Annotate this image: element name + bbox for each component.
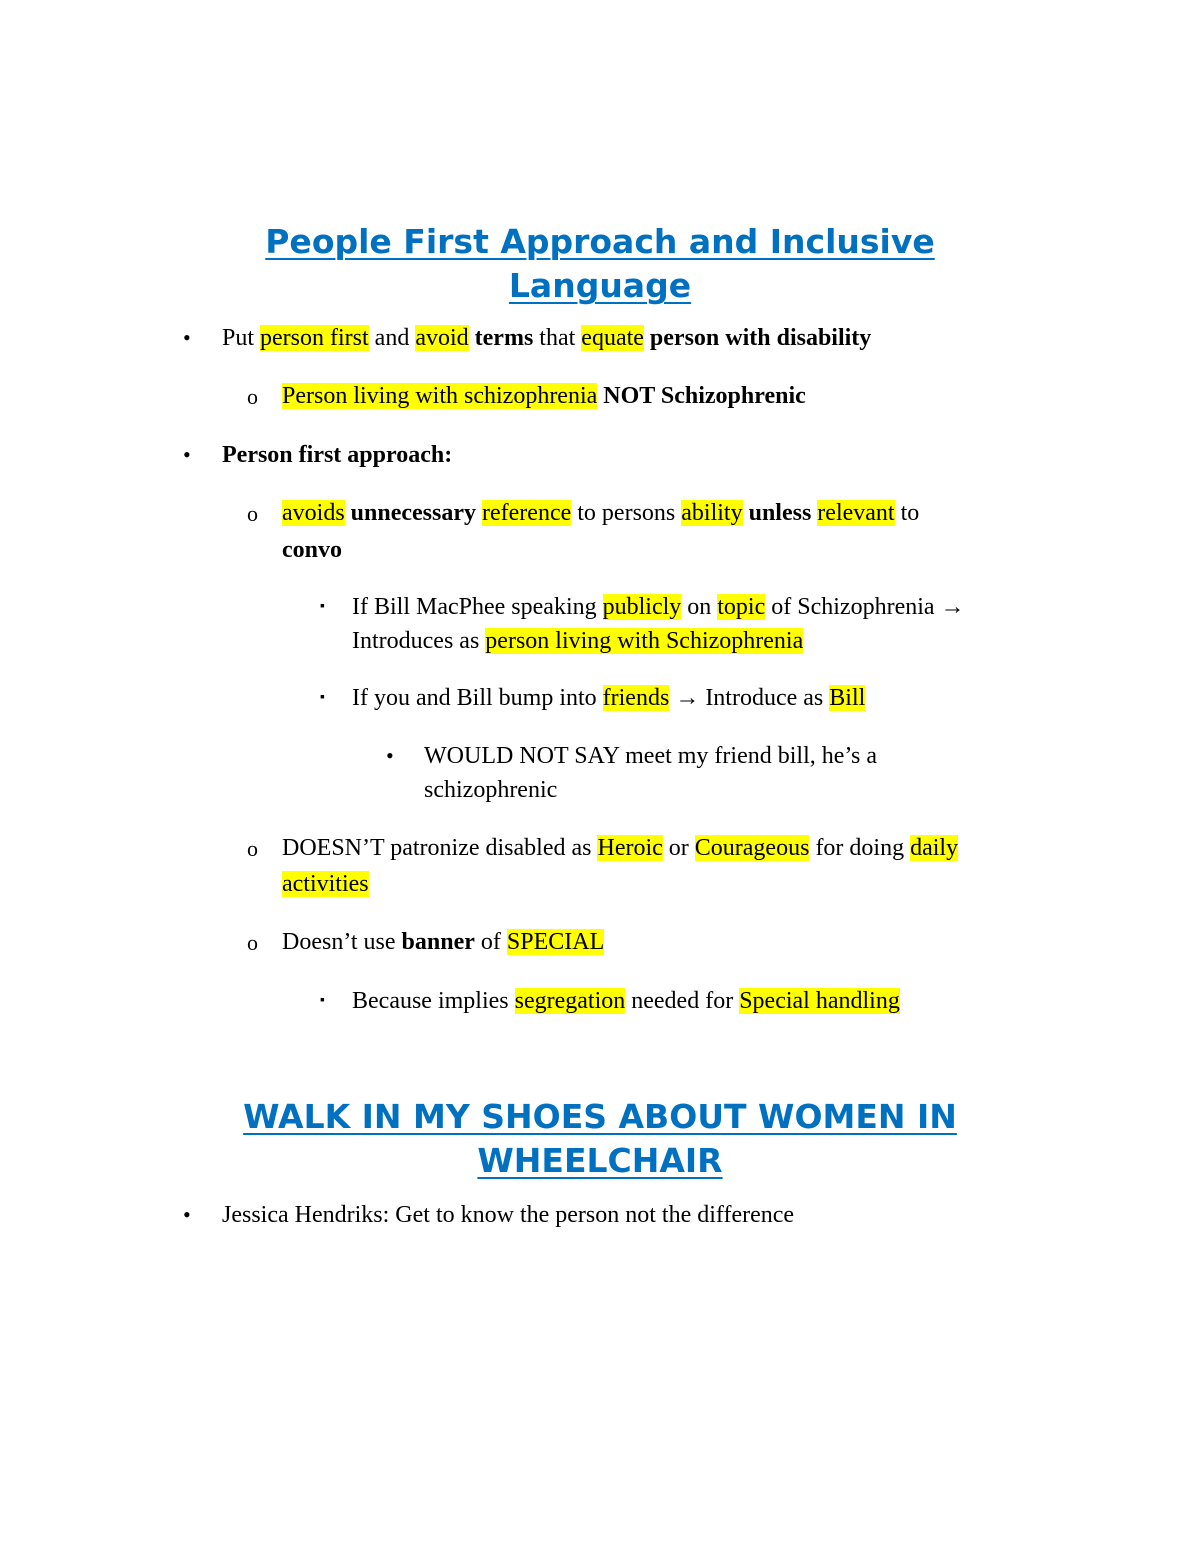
text: DOESN’T patronize disabled as [282,835,598,861]
bullet-circle-icon: o [247,836,258,861]
highlight-text: Person living with schizophrenia [282,383,598,409]
bullet-square-icon: ▪ [320,599,325,614]
section-2-heading-line-2: WHEELCHAIR [477,1141,723,1180]
text: If you and Bill bump into [352,685,603,711]
bold-text: NOT Schizophrenic [597,383,806,409]
section-1-heading [180,220,1020,308]
text: Doesn’t use [282,929,402,955]
text: for doing [809,835,911,861]
highlight-text: person first [260,325,369,351]
bullet-dot-icon: • [386,743,394,768]
highlight-text: SPECIAL [506,929,605,955]
bold-text: unnecessary [344,500,477,526]
text: and [368,325,416,351]
highlight-text: equate [581,325,644,351]
arrow-right-icon: → [940,594,965,620]
highlight-text: Special handling [739,988,900,1014]
text: schizophrenic [424,777,558,803]
bullet-circle-icon: o [247,930,258,955]
highlight-text: activities [282,871,369,897]
section-1-heading-line-2: Language [508,266,692,305]
highlight-text: relevant [817,500,895,526]
text: on [681,594,718,620]
bullet-jessica-hendriks [222,1198,794,1232]
bullet-would-not-say-line-2 [424,773,557,807]
bullet-because-implies-segregation [352,984,900,1018]
highlight-text: avoids [282,500,345,526]
text: to persons [571,500,682,526]
bullet-circle-icon: o [247,501,258,526]
bullet-avoids-unnecessary-reference-line-1 [282,496,919,530]
text: If Bill MacPhee speaking [352,594,603,620]
text: WOULD NOT SAY meet my friend bill, he’s a [424,743,878,769]
highlight-text: publicly [602,594,682,620]
bullet-person-first-approach [222,438,452,472]
bullet-avoids-unnecessary-reference-line-2 [282,533,342,567]
bullet-bill-macphee-line-1 [352,590,965,624]
highlight-text: topic [717,594,766,620]
text: needed for [625,988,740,1014]
bold-text: banner [401,929,475,955]
bullet-person-living-with-schizophrenia [282,379,806,413]
bullet-doesnt-patronize-line-2 [282,867,369,901]
highlight-text: person living with Schizophrenia [485,628,804,654]
bold-text: terms [468,325,534,351]
highlight-text: friends [602,685,670,711]
highlight-text: Heroic [597,835,663,861]
bullet-square-icon: ▪ [320,690,325,705]
highlight-text: reference [482,500,572,526]
bold-text: unless [742,500,812,526]
text: Introduces as [352,628,486,654]
bullet-would-not-say-line-1 [424,739,877,773]
bullet-bill-macphee-line-2 [352,624,803,658]
section-2-heading [180,1095,1020,1183]
bullet-bill-bump-into-friends [352,681,865,715]
bullet-doesnt-use-banner [282,925,604,959]
text: that [533,325,582,351]
bullet-put-person-first [222,321,871,355]
text: or [662,835,695,861]
highlight-text: daily [910,835,959,861]
highlight-text: Courageous [694,835,810,861]
bullet-square-icon: ▪ [320,993,325,1008]
bullet-dot-icon: • [183,1202,191,1227]
highlight-text: ability [681,500,743,526]
text: of [474,929,507,955]
text: Jessica Hendriks: Get to know the person not the difference [222,1202,795,1228]
text: of Schizophrenia [765,594,941,620]
text: Put [222,325,261,351]
bold-text: Person first approach: [222,442,453,468]
bullet-dot-icon: • [183,442,191,467]
highlight-text: avoid [415,325,469,351]
section-2-heading-line-1: WALK IN MY SHOES ABOUT WOMEN IN [243,1097,957,1136]
bullet-dot-icon: • [183,325,191,350]
highlight-text: segregation [514,988,626,1014]
bold-text: convo [282,537,342,563]
highlight-text: Bill [829,685,866,711]
bullet-circle-icon: o [247,384,258,409]
text: Because implies [352,988,515,1014]
text: to [894,500,920,526]
section-1-heading-line-1: People First Approach and Inclusive [265,222,935,261]
bold-text: person with disability [643,325,872,351]
arrow-right-icon: → [675,685,700,711]
text: Introduce as [699,685,830,711]
bullet-doesnt-patronize-line-1 [282,831,958,865]
